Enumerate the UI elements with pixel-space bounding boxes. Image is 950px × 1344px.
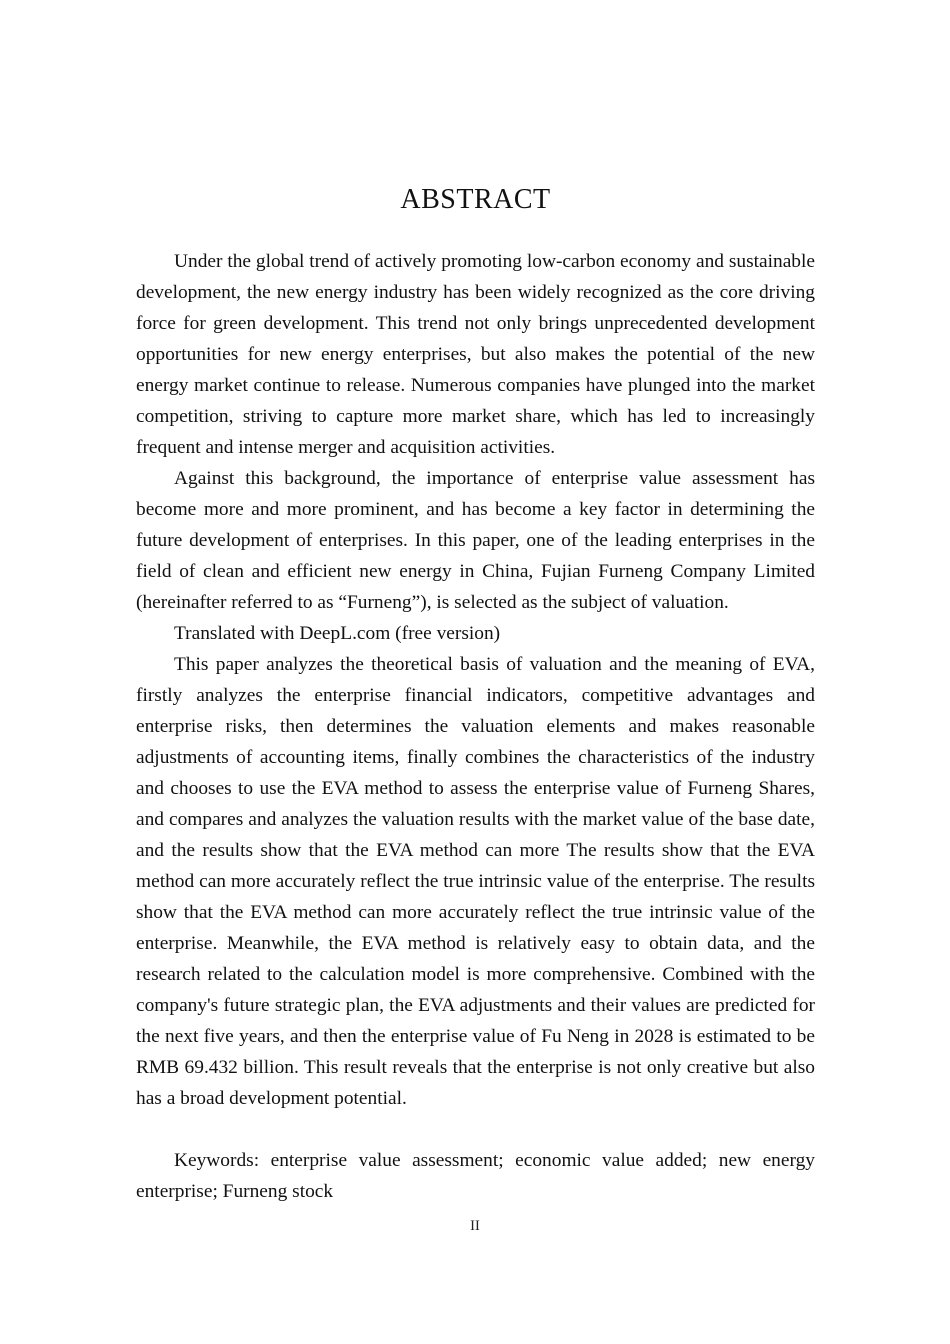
keywords-line: Keywords: enterprise value assessment; economic value added; new energy enterprise; Furneng stock <box>136 1150 815 1202</box>
paragraph-translation-note: Translated with DeepL.com (free version) <box>174 623 501 644</box>
paragraph-subject: Against this background, the importance of enterprise value assessment has become more and more prominent, and has become a key factor in determining the future development of enterprises. In this paper, one of the leading enterprises in the field of clean and efficient new energy in China, Fujian Furneng Company Limited (hereinafter referred to as “Furneng”), is selected as the subject of valuation. <box>136 468 815 613</box>
page-title: ABSTRACT <box>400 184 551 215</box>
page-number: II <box>470 1218 480 1234</box>
abstract-body <box>136 246 815 1207</box>
paragraph-background: Under the global trend of actively promoting low-carbon economy and sustainable development, the new energy industry has been widely recognized as the core driving force for green development. This trend not only brings unprecedented development opportunities for new energy enterprises, but also makes the potential of the new energy market continue to release. Numerous companies have plunged into the market competition, striving to capture more market share, which has led to increasingly frequent and intense merger and acquisition activities. <box>136 251 815 458</box>
paragraph-methodology: This paper analyzes the theoretical basis of valuation and the meaning of EVA, firstly analyzes the enterprise financial indicators, competitive advantages and enterprise risks, then determines the valuation elements and makes reasonable adjustments of accounting items, finally combines the characteristics of the industry and chooses to use the EVA method to assess the enterprise value of Furneng Shares, and compares and analyzes the valuation results with the market value of the base date, and the results show that the EVA method can more The results show that the EVA method can more accurately reflect the true intrinsic value of the enterprise. The results show that the EVA method can more accurately reflect the true intrinsic value of the enterprise. Meanwhile, the EVA method is relatively easy to obtain data, and the research related to the calculation model is more comprehensive. Combined with the company's future strategic plan, the EVA adjustments and their values are predicted for the next five years, and then the enterprise value of Fu Neng in 2028 is estimated to be RMB 69.432 billion. This result reveals that the enterprise is not only creative but also has a broad development potential. <box>136 654 815 1109</box>
paragraph-gap <box>136 1114 815 1145</box>
page-content <box>136 0 815 1207</box>
